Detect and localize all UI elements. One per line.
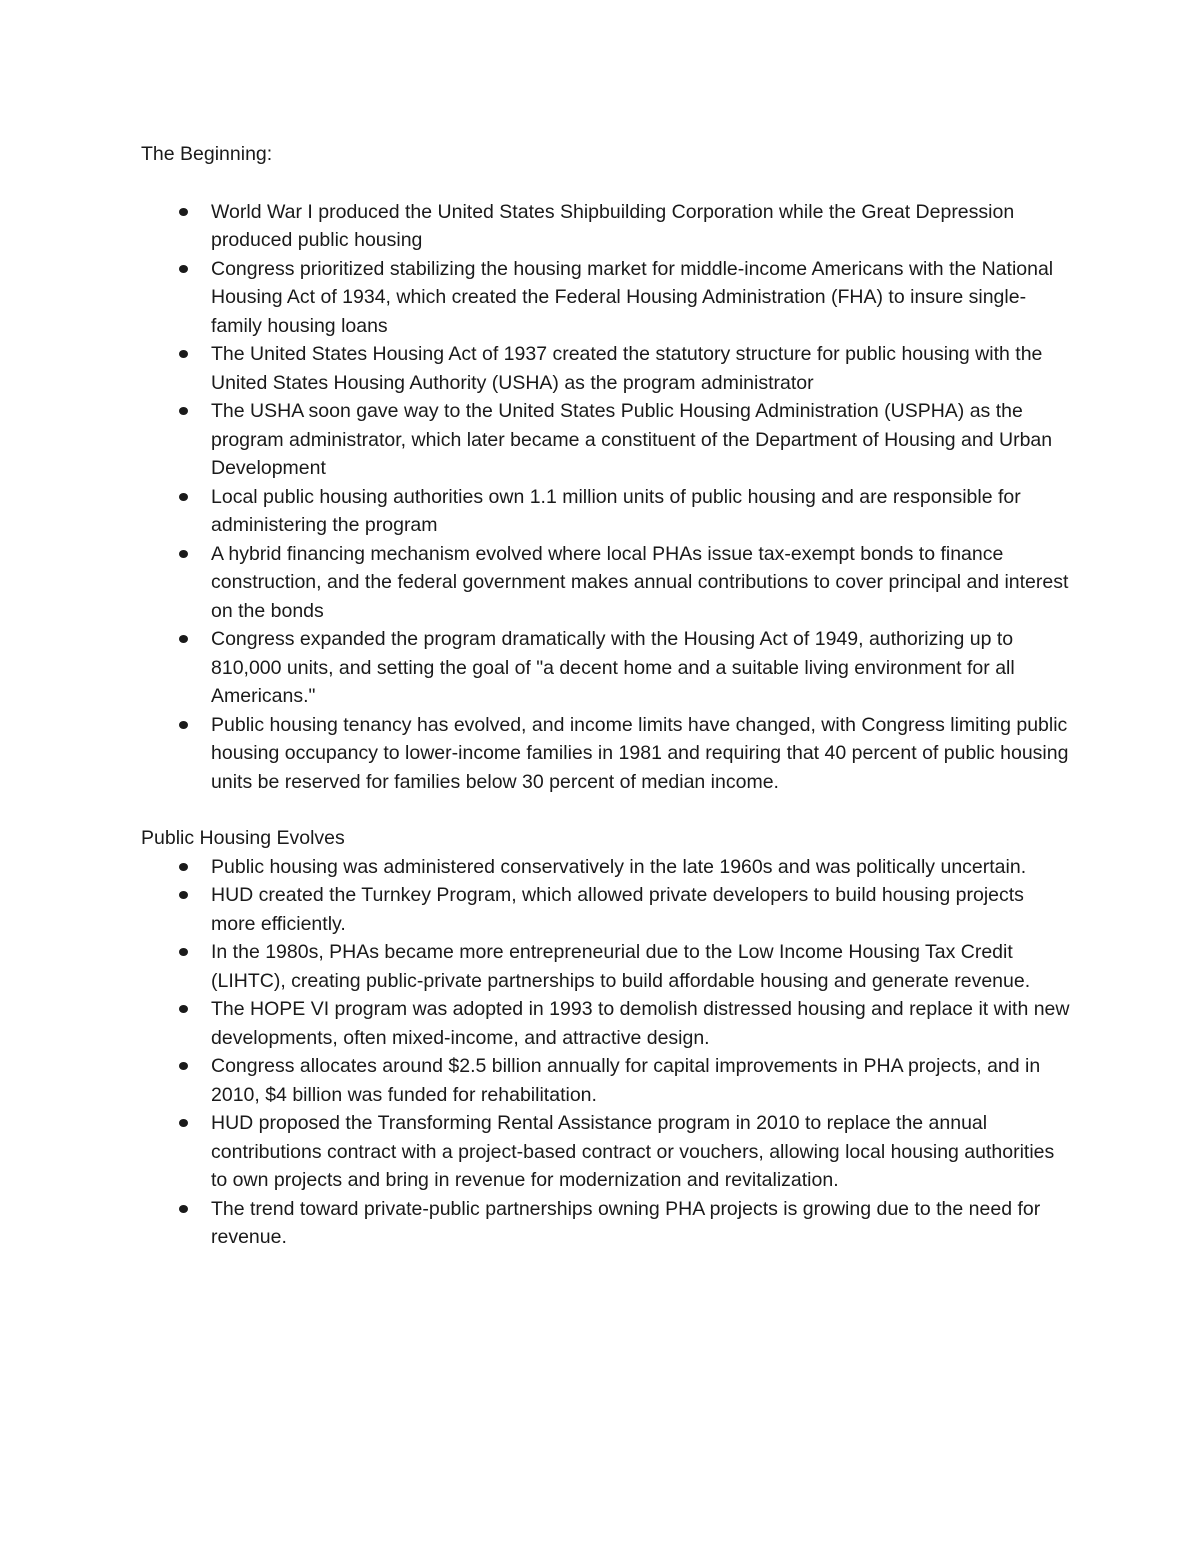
bullet-icon [179,407,188,415]
section-heading-public-housing-evolves: Public Housing Evolves [141,827,345,849]
list-item: Congress allocates around $2.5 billion annually for capital improvements in PHA projects, and in 2010, $4 billion was funded for rehabilitation. [141,1052,1071,1109]
bullet-icon [179,1119,188,1127]
bullet-icon [179,891,188,899]
bullet-icon [179,635,188,643]
list-item: The United States Housing Act of 1937 created the statutory structure for public housing with the United States Housing Authority (USHA) as the program administrator [141,340,1071,397]
bullet-icon [179,1062,188,1070]
list-item: In the 1980s, PHAs became more entrepreneurial due to the Low Income Housing Tax Credit (LIHTC), creating public-private partnerships to build affordable housing and generate revenue. [141,938,1071,995]
list-item: The USHA soon gave way to the United States Public Housing Administration (USPHA) as the program administrator, which later became a constituent of the Department of Housing and Urban Development [141,397,1071,483]
bullet-icon [179,721,188,729]
bullet-icon [179,265,188,273]
section-heading-the-beginning: The Beginning: [141,143,273,165]
bullet-icon [179,1205,188,1213]
list-item: Congress prioritized stabilizing the housing market for middle-income Americans with the National Housing Act of 1934, which created the Federal Housing Administration (FHA) to insure single-family housing loans [141,255,1071,341]
bullet-icon [179,948,188,956]
bullet-icon [179,350,188,358]
list-item: Public housing tenancy has evolved, and income limits have changed, with Congress limiting public housing occupancy to lower-income families in 1981 and requiring that 40 percent of public housing units be reserved for families below 30 percent of median income. [141,711,1071,797]
list-item: World War I produced the United States Shipbuilding Corporation while the Great Depression produced public housing [141,198,1071,255]
list-item: Congress expanded the program dramatically with the Housing Act of 1949, authorizing up to 810,000 units, and setting the goal of "a decent home and a suitable living environment for all Americans." [141,625,1071,711]
document-body [141,140,1071,1252]
list-item: HUD created the Turnkey Program, which allowed private developers to build housing projects more efficiently. [141,881,1071,938]
list-item: The trend toward private-public partnerships owning PHA projects is growing due to the need for revenue. [141,1195,1071,1252]
bullet-icon [179,208,188,216]
bullet-list-public-housing-evolves [141,853,1071,1252]
bullet-icon [179,550,188,558]
bullet-icon [179,493,188,501]
list-item: Public housing was administered conservatively in the late 1960s and was politically uncertain. [141,853,1071,882]
list-item: A hybrid financing mechanism evolved where local PHAs issue tax-exempt bonds to finance construction, and the federal government makes annual contributions to cover principal and interest on the bonds [141,540,1071,626]
list-item: HUD proposed the Transforming Rental Assistance program in 2010 to replace the annual contributions contract with a project-based contract or vouchers, allowing local housing authorities to own projects and bring in revenue for modernization and revitalization. [141,1109,1071,1195]
list-item: Local public housing authorities own 1.1 million units of public housing and are responsible for administering the program [141,483,1071,540]
list-item: The HOPE VI program was adopted in 1993 to demolish distressed housing and replace it with new developments, often mixed-income, and attractive design. [141,995,1071,1052]
bullet-list-the-beginning [141,198,1071,797]
bullet-icon [179,1005,188,1013]
bullet-icon [179,863,188,871]
